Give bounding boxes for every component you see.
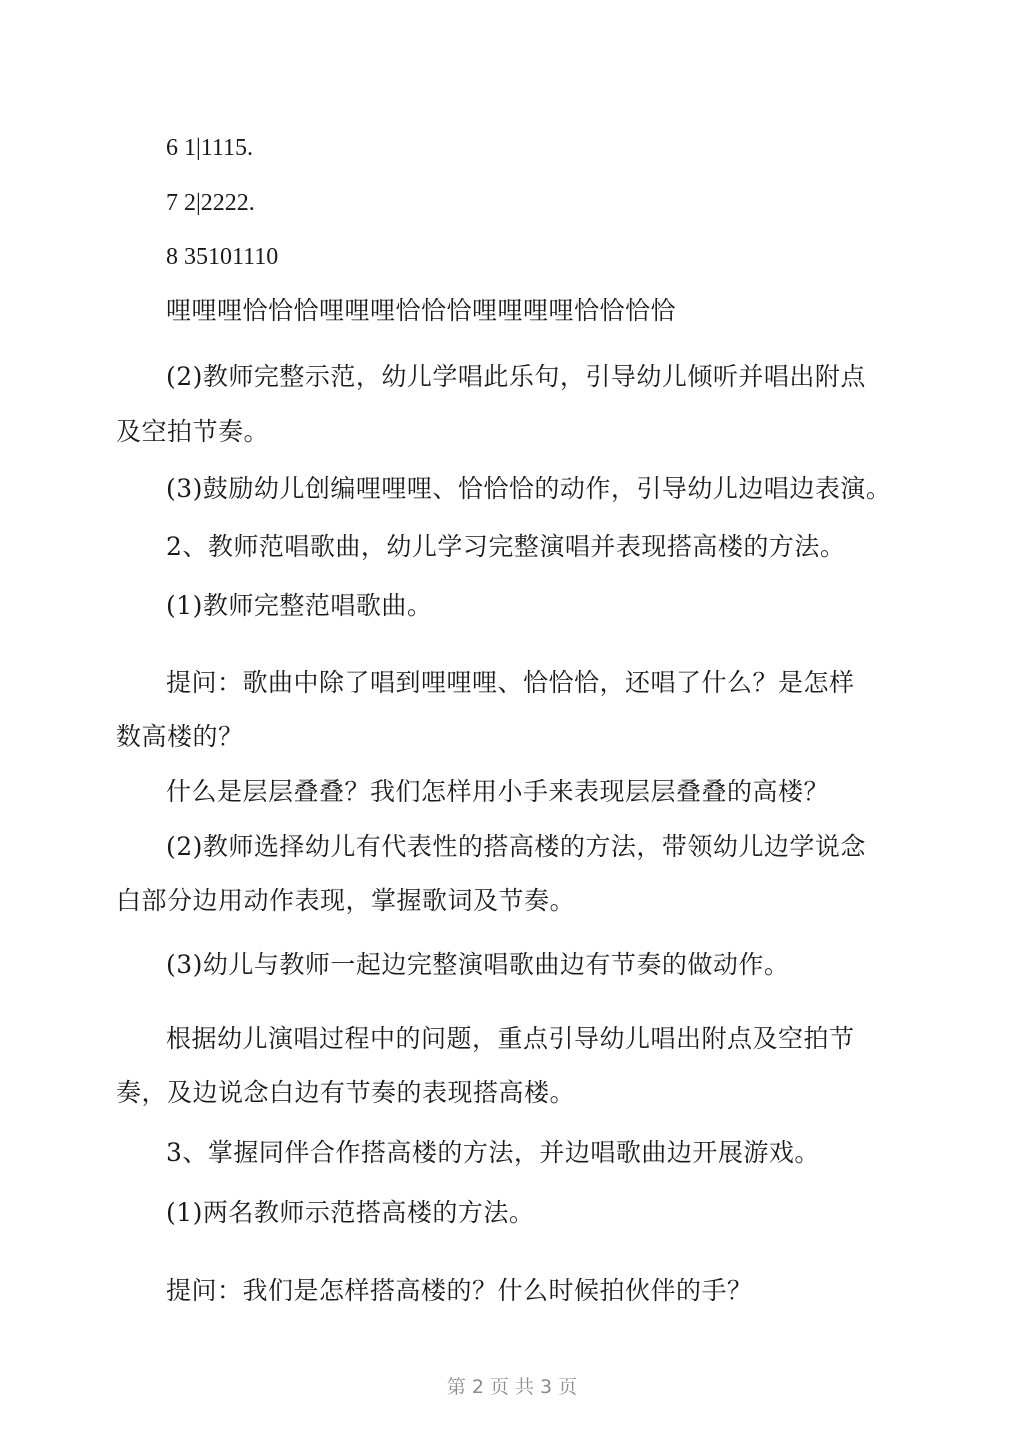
lyric-line: 哩哩哩恰恰恰哩哩哩恰恰恰哩哩哩哩恰恰恰恰 [166, 296, 677, 325]
paragraph-line: (2)教师完整示范，幼儿学唱此乐句，引导幼儿倾听并唱出附点 [166, 362, 866, 391]
section-heading: 3、掌握同伴合作搭高楼的方法，并边唱歌曲边开展游戏。 [166, 1138, 820, 1167]
paragraph-line: (3)幼儿与教师一起边完整演唱歌曲边有节奏的做动作。 [166, 950, 790, 979]
paragraph-line: 白部分边用动作表现，掌握歌词及节奏。 [116, 886, 576, 915]
notation-line-3: 8 35101110 [166, 244, 279, 270]
notation-line-2: 7 2|2222. [166, 190, 255, 216]
paragraph-line: (3)鼓励幼儿创编哩哩哩、恰恰恰的动作，引导幼儿边唱边表演。 [166, 474, 892, 503]
paragraph-line: 什么是层层叠叠？我们怎样用小手来表现层层叠叠的高楼？ [166, 777, 830, 806]
paragraph-line: 及空拍节奏。 [116, 417, 270, 446]
section-heading: 2、教师范唱歌曲，幼儿学习完整演唱并表现搭高楼的方法。 [166, 532, 846, 561]
paragraph-line: (1)教师完整范唱歌曲。 [166, 591, 433, 620]
notation-line-1: 6 1|1115. [166, 135, 254, 161]
paragraph-line: (2)教师选择幼儿有代表性的搭高楼的方法，带领幼儿边学说念 [166, 832, 866, 861]
paragraph-line: 奏，及边说念白边有节奏的表现搭高楼。 [116, 1078, 576, 1107]
page-footer: 第 2 页 共 3 页 [446, 1376, 578, 1398]
paragraph-line: 根据幼儿演唱过程中的问题，重点引导幼儿唱出附点及空拍节 [166, 1024, 855, 1053]
paragraph-line: 数高楼的？ [116, 722, 244, 751]
paragraph-line: 提问：我们是怎样搭高楼的？什么时候拍伙伴的手？ [166, 1276, 753, 1305]
paragraph-line: (1)两名教师示范搭高楼的方法。 [166, 1198, 535, 1227]
paragraph-line: 提问：歌曲中除了唱到哩哩哩、恰恰恰，还唱了什么？是怎样 [166, 668, 855, 697]
